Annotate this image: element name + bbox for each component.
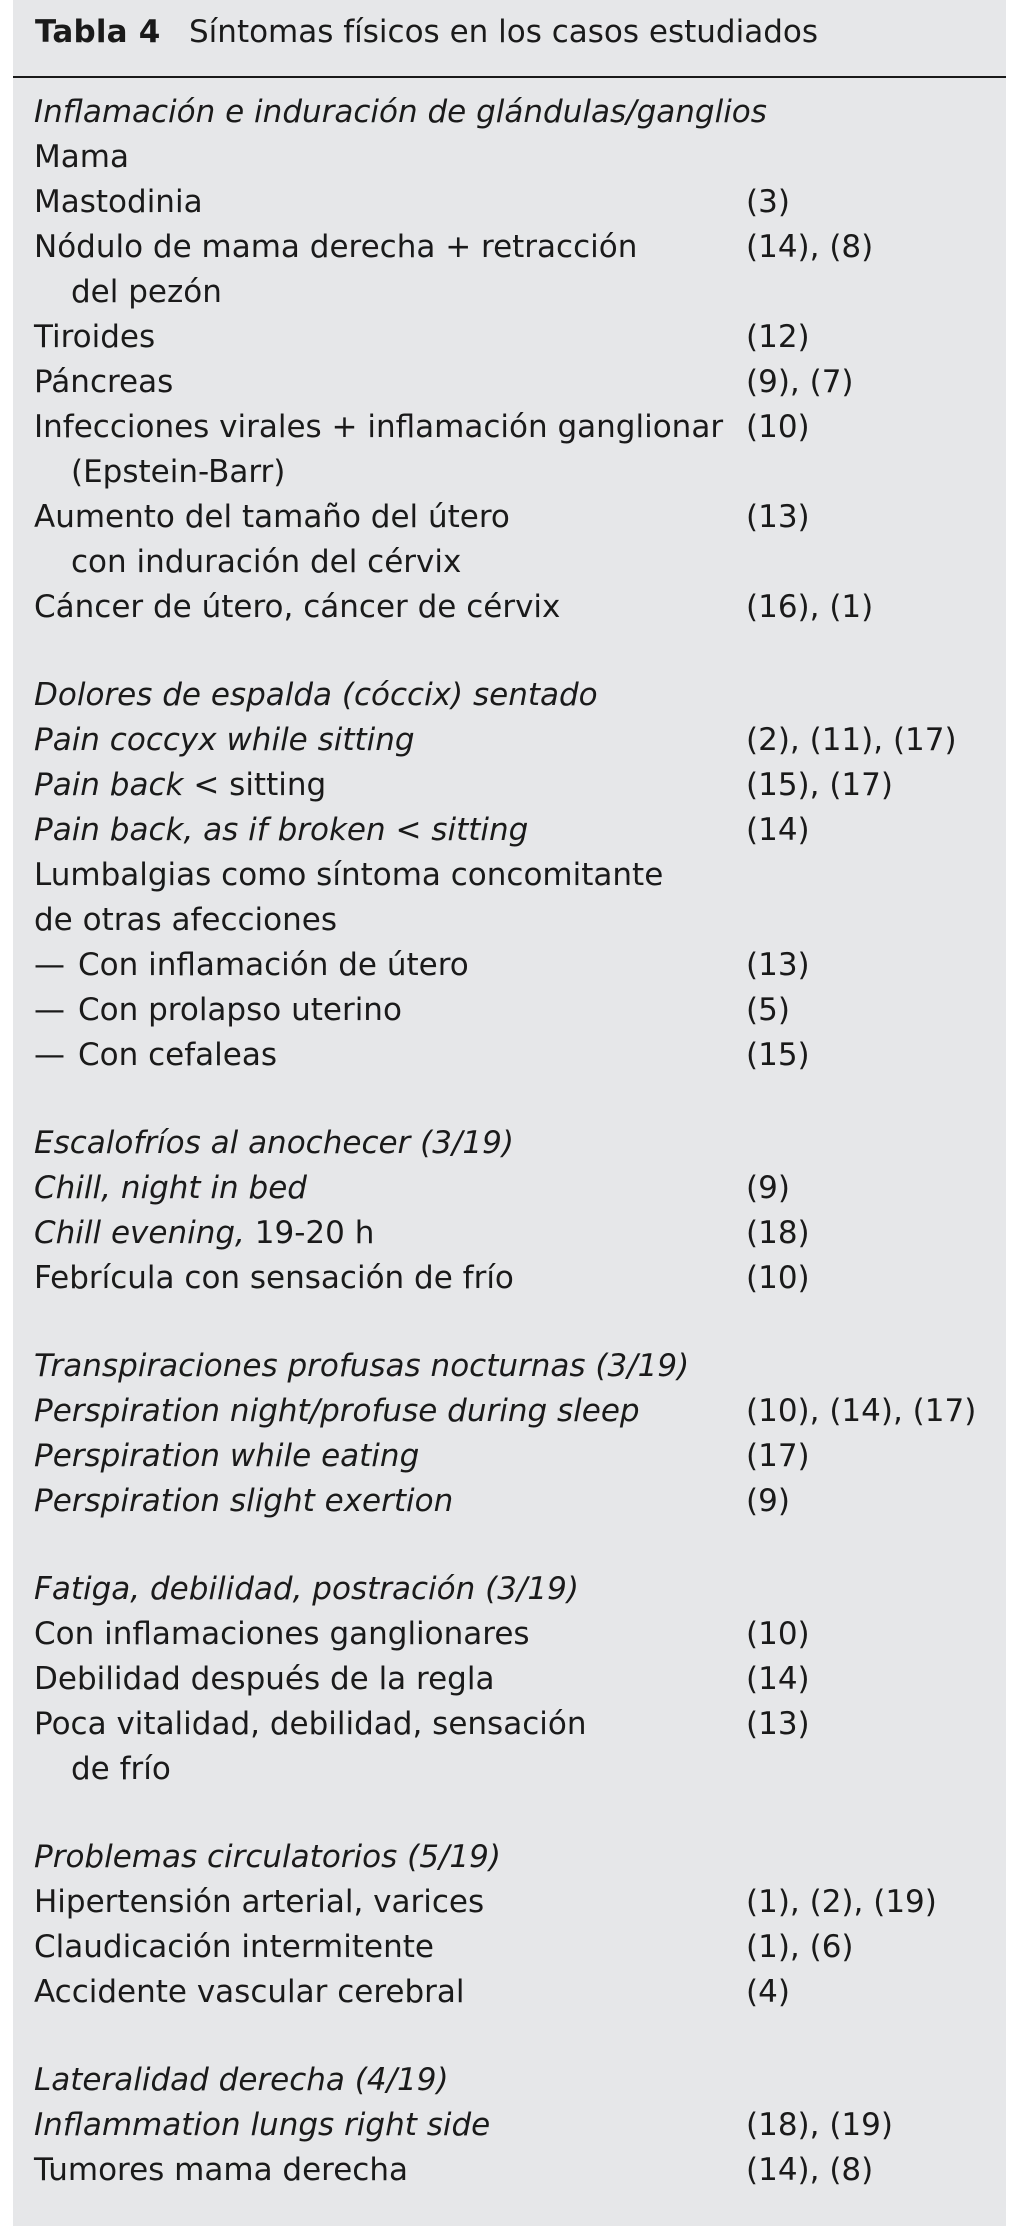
caption-divider [13,76,1006,78]
symptom-text-tail: < sitting [183,767,327,803]
table-row [13,898,1006,943]
table-row-italic [13,1121,1006,1166]
symptom-cell: Escalofríos al anochecer (3/19) [34,1125,514,1161]
case-reference-cell: (15) [746,1037,810,1073]
symptom-cell: Lateralidad derecha (4/19) [34,2062,449,2098]
symptom-cell: Tumores mama derecha [34,2152,408,2188]
case-reference-cell: (13) [746,947,810,983]
table-row [13,853,1006,898]
table-title: Síntomas físicos en los casos estudiados [189,14,818,50]
symptom-cell: del pezón [71,274,222,310]
symptom-cell: Inflammation lungs right side [34,2107,491,2143]
case-reference-cell: (2), (11), (17) [746,722,957,758]
table-body [13,90,1006,2193]
case-reference-cell: (18), (19) [746,2107,893,2143]
table-row [13,180,1006,225]
symptom-cell: con induración del cérvix [71,544,462,580]
case-reference-cell: (10) [746,1260,810,1296]
symptom-cell: Tiroides [34,319,156,355]
table-row-italic [13,808,1006,853]
table-caption [13,0,1006,76]
case-reference-cell: (9) [746,1483,790,1519]
symptom-cell: Mama [34,139,129,175]
symptom-cell: Con inflamaciones ganglionares [34,1616,530,1652]
table-row [13,1747,1006,1792]
table-row [13,1612,1006,1657]
case-reference-cell: (14) [746,1661,810,1697]
symptom-cell: Chill, night in bed [34,1170,307,1206]
table-row-italic [13,1344,1006,1389]
section-spacer [13,630,1006,673]
symptom-cell: Claudicación intermitente [34,1929,434,1965]
symptom-cell: Debilidad después de la regla [34,1661,495,1697]
case-reference-cell: (18) [746,1215,810,1251]
case-reference-cell: (3) [746,184,790,220]
table-row [13,405,1006,450]
table-row-italic [13,1479,1006,1524]
symptom-cell: Hipertensión arterial, varices [34,1884,485,1920]
symptom-cell: Poca vitalidad, debilidad, sensación [34,1706,587,1742]
dash-marker: — [34,1037,65,1073]
section-spacer [13,1301,1006,1344]
table-row [13,1657,1006,1702]
table-row [13,225,1006,270]
symptom-cell: de otras afecciones [34,902,337,938]
symptom-cell: Accidente vascular cerebral [34,1974,465,2010]
table-row [13,1702,1006,1747]
table-row-italic [13,718,1006,763]
table-row-italic [13,1567,1006,1612]
case-reference-cell: (10) [746,1616,810,1652]
section-spacer [13,1078,1006,1121]
case-reference-cell: (16), (1) [746,589,874,625]
case-reference-cell: (15), (17) [746,767,893,803]
case-reference-cell: (14), (8) [746,2152,874,2188]
symptom-cell: Inflamación e induración de glándulas/ganglios [34,94,767,130]
case-reference-cell: (17) [746,1438,810,1474]
table-row [13,763,1006,808]
table-row [13,1925,1006,1970]
symptom-cell: Transpiraciones profusas nocturnas (3/19) [34,1348,690,1384]
symptom-cell: Infecciones virales + inflamación ganglionar [34,409,724,445]
case-reference-cell: (5) [746,992,790,1028]
symptom-cell: Nódulo de mama derecha + retracción [34,229,638,265]
symptom-cell: Perspiration while eating [34,1438,420,1474]
table-label: Tabla 4 [35,14,161,50]
table-row-italic [13,1835,1006,1880]
case-reference-cell: (14), (8) [746,229,874,265]
symptom-text-tail: 19-20 h [244,1215,375,1251]
symptom-cell: Pain coccyx while sitting [34,722,415,758]
case-reference-cell: (4) [746,1974,790,2010]
case-reference-cell: (12) [746,319,810,355]
case-reference-cell: (13) [746,499,810,535]
table-row [13,1033,1006,1078]
case-reference-cell: (1), (2), (19) [746,1884,937,1920]
symptom-cell: Problemas circulatorios (5/19) [34,1839,501,1875]
table-row [13,585,1006,630]
symptom-cell: Lumbalgias como síntoma concomitante [34,857,664,893]
table-row [13,943,1006,988]
symptom-cell: de frío [71,1751,171,1787]
table-row [13,1970,1006,2015]
symptom-cell [34,1211,374,1256]
dash-marker: — [34,947,65,983]
table-row [13,988,1006,1033]
symptom-cell [34,988,402,1033]
symptom-cell [34,763,326,808]
table-row-italic [13,2058,1006,2103]
symptom-cell: Fatiga, debilidad, postración (3/19) [34,1571,579,1607]
table-row [13,495,1006,540]
table-row [13,315,1006,360]
case-reference-cell: (14) [746,812,810,848]
case-reference-cell: (10) [746,409,810,445]
dash-marker: — [34,992,65,1028]
symptom-cell: Febrícula con sensación de frío [34,1260,514,1296]
case-reference-cell: (10), (14), (17) [746,1393,977,1429]
symptom-text: Con inflamación de útero [78,947,469,983]
symptom-cell: (Epstein-Barr) [71,454,286,490]
case-reference-cell: (9) [746,1170,790,1206]
table-row [13,1256,1006,1301]
case-reference-cell: (1), (6) [746,1929,854,1965]
table-row [13,1211,1006,1256]
symptom-text-italic: Pain back [34,767,184,803]
table-row-italic [13,1389,1006,1434]
table-row-italic [13,1434,1006,1479]
section-spacer [13,1524,1006,1567]
symptom-text-italic: Chill evening, [34,1215,245,1251]
table-row [13,540,1006,585]
symptom-cell: Dolores de espalda (cóccix) sentado [34,677,598,713]
section-spacer [13,1792,1006,1835]
table-row [13,1880,1006,1925]
table-row-italic [13,2103,1006,2148]
table-row-italic [13,90,1006,135]
table-row [13,135,1006,180]
symptom-cell: Perspiration night/profuse during sleep [34,1393,640,1429]
table-row [13,2148,1006,2193]
symptom-cell [34,1033,277,1078]
symptoms-table [13,0,1006,2226]
symptom-text: Con prolapso uterino [78,992,402,1028]
symptom-cell: Perspiration slight exertion [34,1483,454,1519]
table-row [13,270,1006,315]
symptom-cell: Cáncer de útero, cáncer de cérvix [34,589,561,625]
table-row-italic [13,673,1006,718]
symptom-cell [34,943,469,988]
symptom-cell: Páncreas [34,364,174,400]
symptom-cell: Aumento del tamaño del útero [34,499,510,535]
table-row-italic [13,1166,1006,1211]
case-reference-cell: (13) [746,1706,810,1742]
table-row [13,450,1006,495]
case-reference-cell: (9), (7) [746,364,854,400]
section-spacer [13,2015,1006,2058]
table-row [13,360,1006,405]
symptom-cell: Pain back, as if broken < sitting [34,812,529,848]
symptom-cell: Mastodinia [34,184,203,220]
symptom-text: Con cefaleas [78,1037,277,1073]
